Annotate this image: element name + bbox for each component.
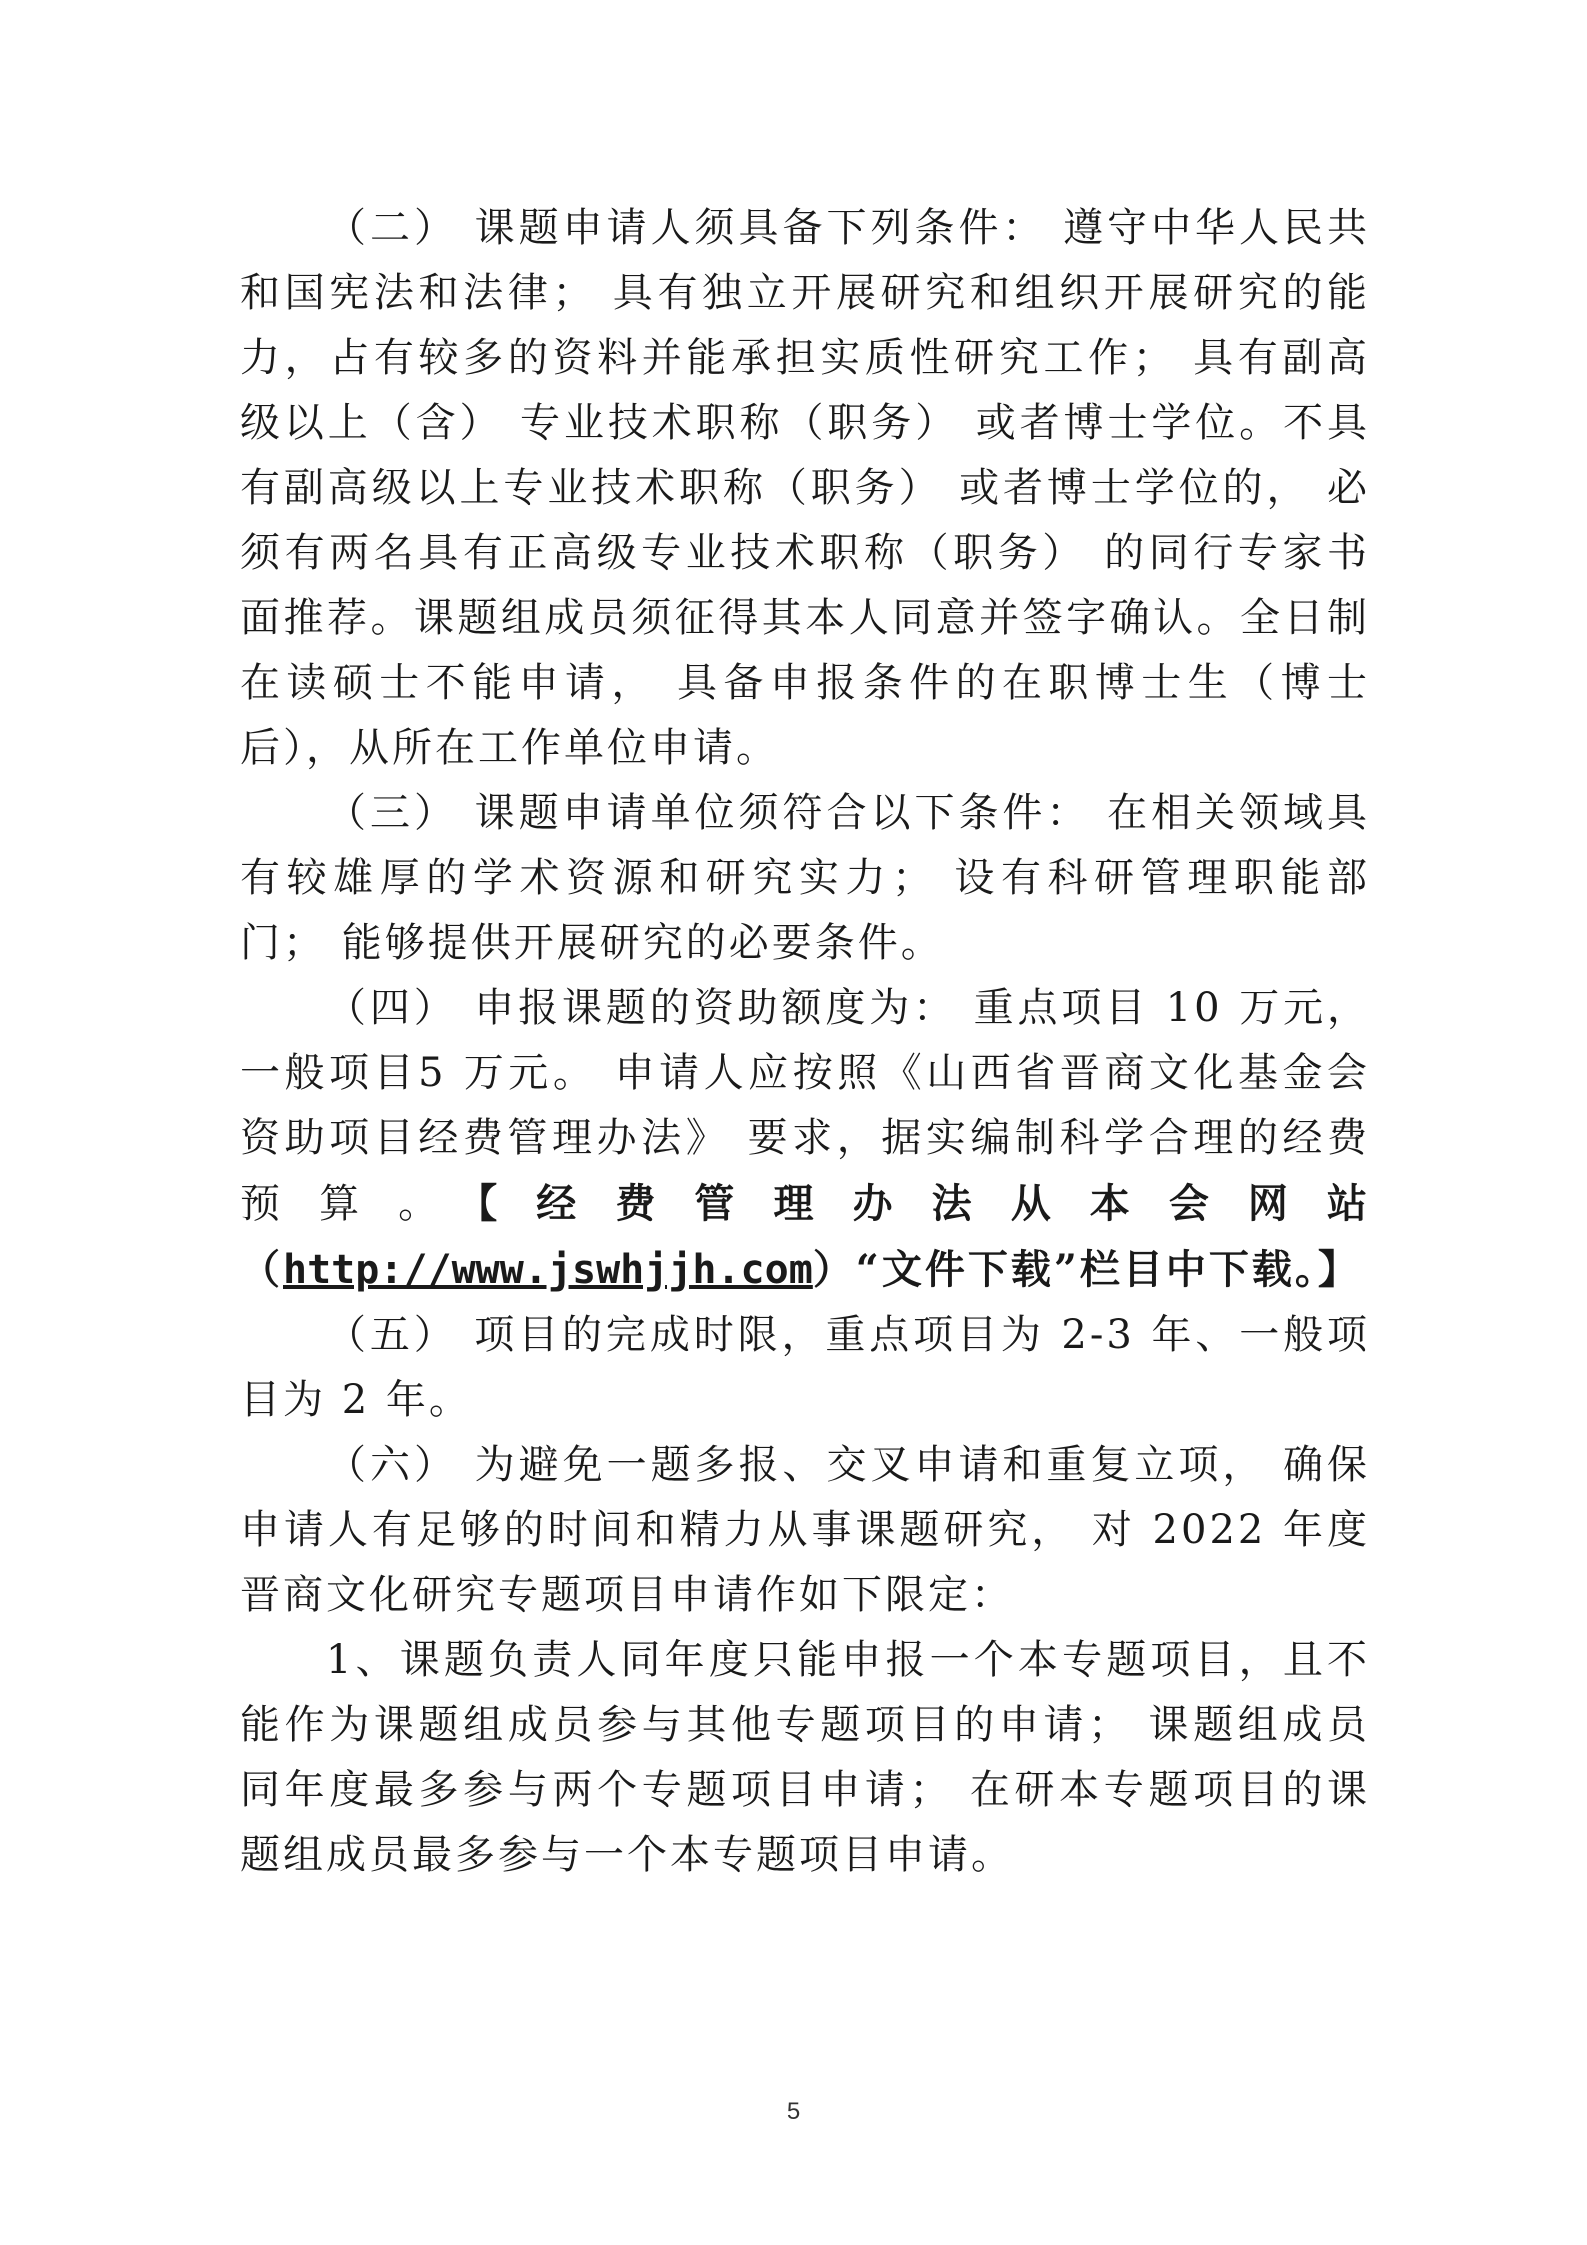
paragraph-time-limit: （五） 项目的完成时限，重点项目为 2-3 年、一般项目为 2 年。 (240, 1312, 1370, 1423)
funding-text: （四） 申报课题的资助额度为： 重点项目 10 万元，一般项目5 万元。 申请人应按照《山西省晋商文化基金会资助项目经费管理办法》 要求，据实编制科学合理的经费预算。 (240, 985, 1370, 1227)
paragraph-restrictions: （六） 为避免一题多报、交叉申请和重复立项， 确保申请人有足够的时间和精力从事课题研究， 对 2022 年度晋商文化研究专题项目申请作如下限定： (240, 1442, 1370, 1618)
paragraph-applicant-conditions: （二） 课题申请人须具备下列条件： 遵守中华人民共和国宪法和法律； 具有独立开展研究和组织开展研究的能力，占有较多的资料并能承担实质性研究工作； 具有副高级以上（含） 专业技术职称（职务） 或者博士学位。不具有副高级以上专业技术职称（职务） 或者博士学位的， 必须有两名具有正高级专业技术职称（职务） 的同行专家书面推荐。课题组成员须征得其本人同意并签字确认。全日制在读硕士不能申请， 具备申报条件的在职博士生（博士后），从所在工作单位申请。 (240, 205, 1370, 771)
funding-note-end: ）“文件下载”栏目中下载。】 (812, 1246, 1361, 1293)
website-link[interactable]: http://www.jswhjjh.com (283, 1247, 813, 1293)
body-text (240, 196, 1370, 1888)
funding-note-start: 【经费管理办法从本会网站（ (240, 1180, 1371, 1293)
paragraph-unit-conditions: （三） 课题申请单位须符合以下条件： 在相关领域具有较雄厚的学术资源和研究实力； 设有科研管理职能部门； 能够提供开展研究的必要条件。 (240, 790, 1370, 966)
page-number: 5 (786, 2098, 801, 2125)
paragraph-funding-amount (240, 976, 1370, 1303)
paragraph-restriction-1: 1、课题负责人同年度只能申报一个本专题项目，且不能作为课题组成员参与其他专题项目的申请； 课题组成员同年度最多参与两个专题项目申请； 在研本专题项目的课题组成员最多参与一个本专题项目申请。 (240, 1637, 1370, 1878)
